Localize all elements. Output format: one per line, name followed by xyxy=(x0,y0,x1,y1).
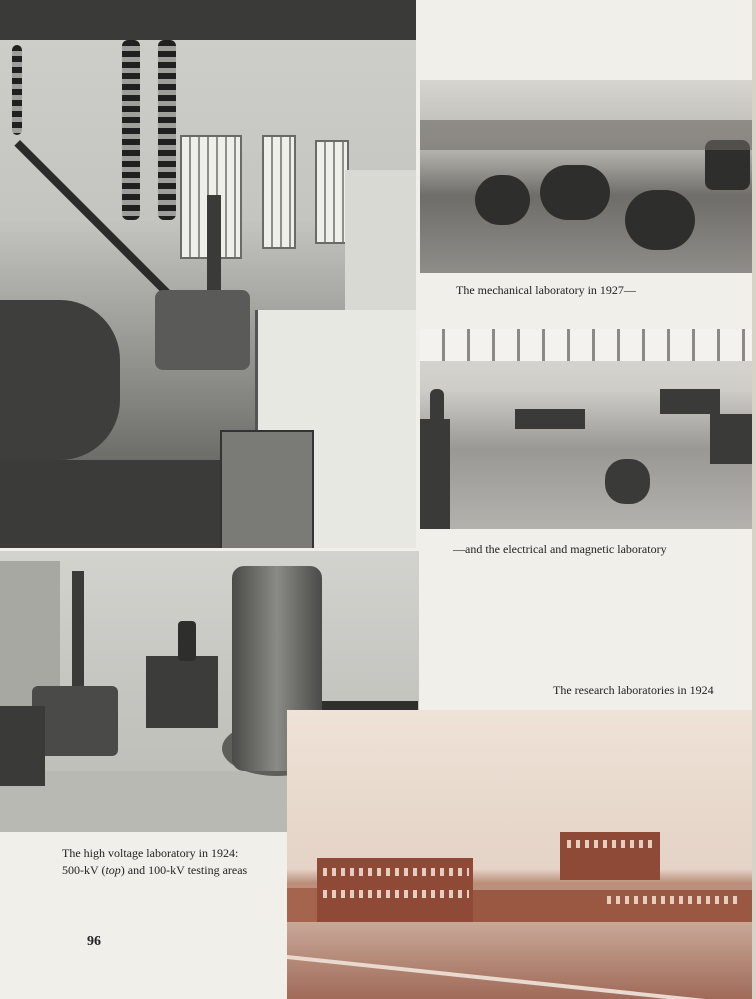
photo-mechanical-laboratory xyxy=(420,80,752,273)
photo-research-laboratories-exterior xyxy=(287,710,756,999)
photo-high-voltage-500kv xyxy=(0,0,416,548)
caption-high-voltage-line1: The high voltage laboratory in 1924: xyxy=(62,846,239,860)
caption-high-voltage-line2 xyxy=(62,862,247,879)
caption-line2-post: ) and 100-kV testing areas xyxy=(120,863,248,877)
caption-electrical-laboratory: —and the electrical and magnetic laboratory xyxy=(453,542,667,556)
caption-line2-pre: 500-kV ( xyxy=(62,863,106,877)
photo-electrical-magnetic-laboratory xyxy=(420,329,752,529)
caption-research-laboratories: The research laboratories in 1924 xyxy=(553,683,714,697)
caption-line2-emphasis: top xyxy=(105,863,121,877)
page-number: 96 xyxy=(87,934,101,949)
page-binding-edge xyxy=(752,0,756,999)
caption-mechanical-laboratory: The mechanical laboratory in 1927— xyxy=(456,283,636,297)
